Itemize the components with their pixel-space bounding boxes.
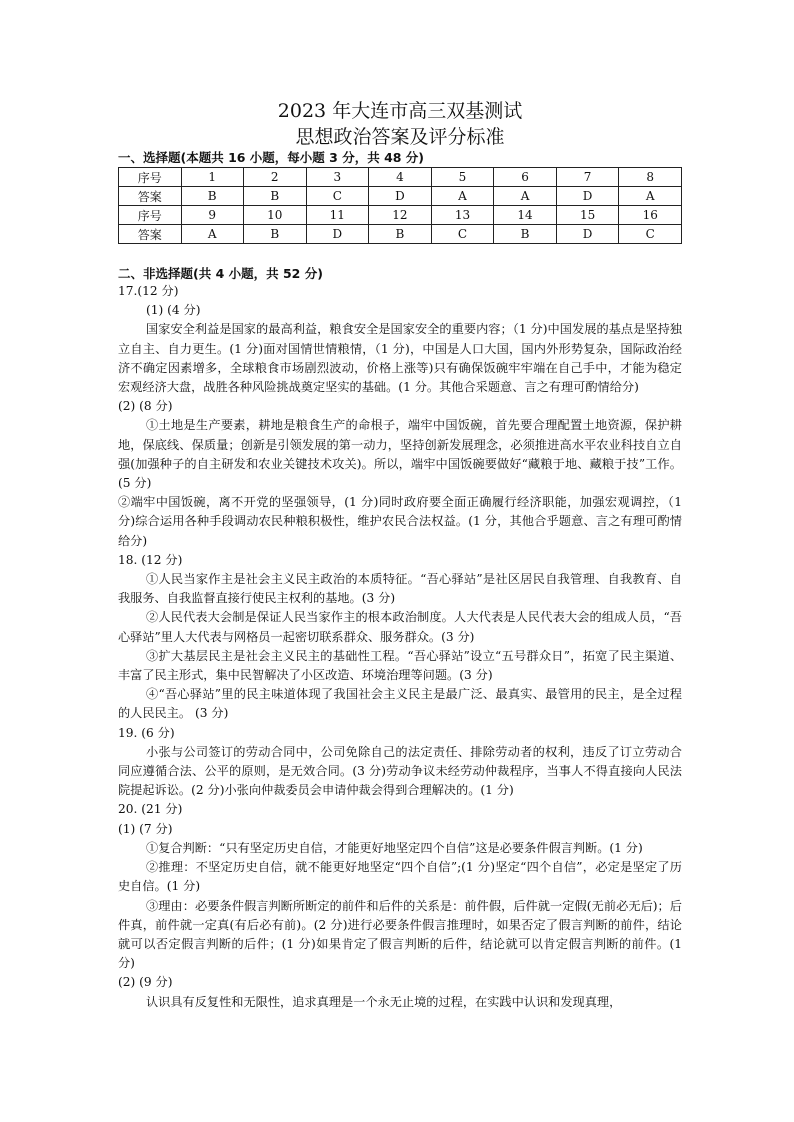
q20-point3: ③理由：必要条件假言判断所断定的前件和后件的关系是：前件假，后件就一定假(无前必无后)；后件真，前件就一定真(有后必有前)。(2 分)进行必要条件假言推理时，如果否定了假言判断的前件，结论就可以否定假言判断的后件；(1 分)如果肯定了假言判断的后件，结论就可以肯定假言判断的前件。(1 分) (118, 898, 682, 971)
table-cell: D (306, 225, 369, 244)
q17-heading: 17.(12 分) (118, 284, 179, 298)
table-cell: 13 (431, 206, 494, 225)
q20-part1-heading: (1) (7 分) (118, 821, 173, 836)
table-cell: 15 (556, 206, 619, 225)
table-cell: 1 (181, 168, 243, 187)
table-cell: B (181, 187, 243, 206)
table-cell: D (556, 225, 619, 244)
table-cell: 11 (306, 206, 369, 225)
q20-point2: ②推理：不坚定历史自信，就不能更好地坚定“四个自信”;(1 分)坚定“四个自信”，必定是坚定了历史自信。(1 分) (118, 860, 682, 894)
q19-heading: 19. (6 分) (118, 725, 175, 740)
table-cell: C (306, 187, 369, 206)
table-row (119, 187, 682, 206)
table-cell: A (494, 187, 557, 206)
q18-point3: ③扩大基层民主是社会主义民主的基础性工程。“吾心驿站”设立“五号群众日”，拓宽了民主渠道、丰富了民主形式，集中民智解决了小区改造、环境治理等问题。(3 分) (118, 648, 682, 683)
table-cell: B (243, 187, 306, 206)
table-cell: 2 (243, 168, 306, 187)
q20-part2-text: 认识具有反复性和无限性，追求真理是一个永无止境的过程，在实践中认识和发现真理， (146, 994, 622, 1009)
table-row (119, 168, 682, 187)
table-cell: 12 (369, 206, 432, 225)
table-cell: 4 (369, 168, 432, 187)
row-label: 答案 (119, 225, 182, 244)
table-cell: 10 (243, 206, 306, 225)
q17-part1-text: 国家安全利益是国家的最高利益，粮食安全是国家安全的重要内容；（1 分)中国发展的基点是坚持独立自主、自力更生。(1 分)面对国情世情粮情，（1 分)，中国是人口大国，国内外形势复杂，国际政治经济不确定因素增多，全球粮食市场剧烈波动，价格上涨等)只有确保饭碗牢牢端在自己手中，才能为稳定宏观经济大盘，战胜各种风险挑战奠定坚实的基础。(1 分。其他合采题意、言之有理可酌情给分) (118, 322, 682, 395)
table-row (119, 225, 682, 244)
q17-part2-heading: (2) (8 分) (118, 399, 173, 414)
table-cell: 5 (431, 168, 494, 187)
q17-part1-heading: (1) (4 分) (146, 303, 201, 318)
q18-heading: 18. (12 分) (118, 552, 183, 567)
table-cell: C (431, 225, 494, 244)
table-cell: D (369, 187, 432, 206)
answer-table (118, 167, 682, 244)
q20-point1: ①复合判断：“只有坚定历史自信，才能更好地坚定四个自信”这是必要条件假言判断。(1 分) (146, 840, 643, 855)
q20-heading: 20. (21 分) (118, 802, 183, 817)
q18-point1: ①人民当家作主是社会主义民主政治的本质特征。“吾心驿站”是社区居民自我管理、自我教育、自我服务、自我监督直接行使民主权利的基地。(3 分) (118, 572, 682, 606)
q20-part2-heading: (2) (9 分) (118, 975, 173, 990)
table-cell: B (369, 225, 432, 244)
row-label: 序号 (119, 206, 182, 225)
q17-part2-point2: ②端牢中国饭碗，离不开党的坚强领导，(1 分)同时政府要全面正确履行经济职能，加强宏观调控，（1 分)综合运用各种手段调动农民种粮积极性，维护农民合法权益。(1 分，其他合乎题意、言之有理可酌情给分) (118, 495, 682, 548)
table-cell: 6 (494, 168, 557, 187)
table-cell: B (494, 225, 557, 244)
table-cell: A (431, 187, 494, 206)
answer-sheet-page (118, 98, 682, 1012)
table-cell: A (619, 187, 682, 206)
q18-point4: ④“吾心驿站”里的民主味道体现了我国社会主义民主是最广泛、最真实、最管用的民主，是全过程的人民民主。 (3 分) (118, 687, 682, 721)
table-cell: 7 (556, 168, 619, 187)
q17-part2-point1: ①土地是生产要素，耕地是粮食生产的命根子，端牢中国饭碗，首先要合理配置土地资源，保护耕地，保底线、保质量；创新是引领发展的第一动力，坚持创新发展理念，必须推进高水平农业科技自立自强(加强种子的自主研发和农业关键技术攻关)。所以，端牢中国饭碗要做好“藏粮于地、藏粮于技”工作。(5 分) (118, 418, 682, 491)
q19-text: 小张与公司签订的劳动合同中，公司免除自己的法定责任、排除劳动者的权利，违反了订立劳动合同应遵循合法、公平的原则，是无效合同。(3 分)劳动争议未经劳动仲裁程序，当事人不得直接向人民法院提起诉讼。(2 分)小张向仲裁委员会申请仲裁会得到合理解决的。(1 分) (118, 744, 682, 798)
row-label: 序号 (119, 168, 182, 187)
table-cell: A (181, 225, 243, 244)
table-cell: 14 (494, 206, 557, 225)
table-cell: B (243, 225, 306, 244)
table-cell: D (556, 187, 619, 206)
document-title-line1: 2023 年大连市高三双基测试 (277, 100, 523, 122)
table-cell: 16 (619, 206, 682, 225)
row-label: 答案 (119, 187, 182, 206)
table-cell: 8 (619, 168, 682, 187)
table-cell: C (619, 225, 682, 244)
table-row (119, 206, 682, 225)
table-cell: 3 (306, 168, 369, 187)
q18-point2: ②人民代表大会制是保证人民当家作主的根本政治制度。人大代表是人民代表大会的组成人员，“吾心驿站”里人大代表与网格员一起密切联系群众、服务群众。(3 分) (118, 610, 682, 644)
section2-heading: 二、非选择题(共 4 小题，共 52 分) (118, 266, 323, 281)
section1-heading: 一、选择题(本题共 16 小题，每小题 3 分，共 48 分) (118, 150, 425, 165)
table-cell: 9 (181, 206, 243, 225)
document-title-line2: 思想政治答案及评分标准 (295, 126, 505, 148)
